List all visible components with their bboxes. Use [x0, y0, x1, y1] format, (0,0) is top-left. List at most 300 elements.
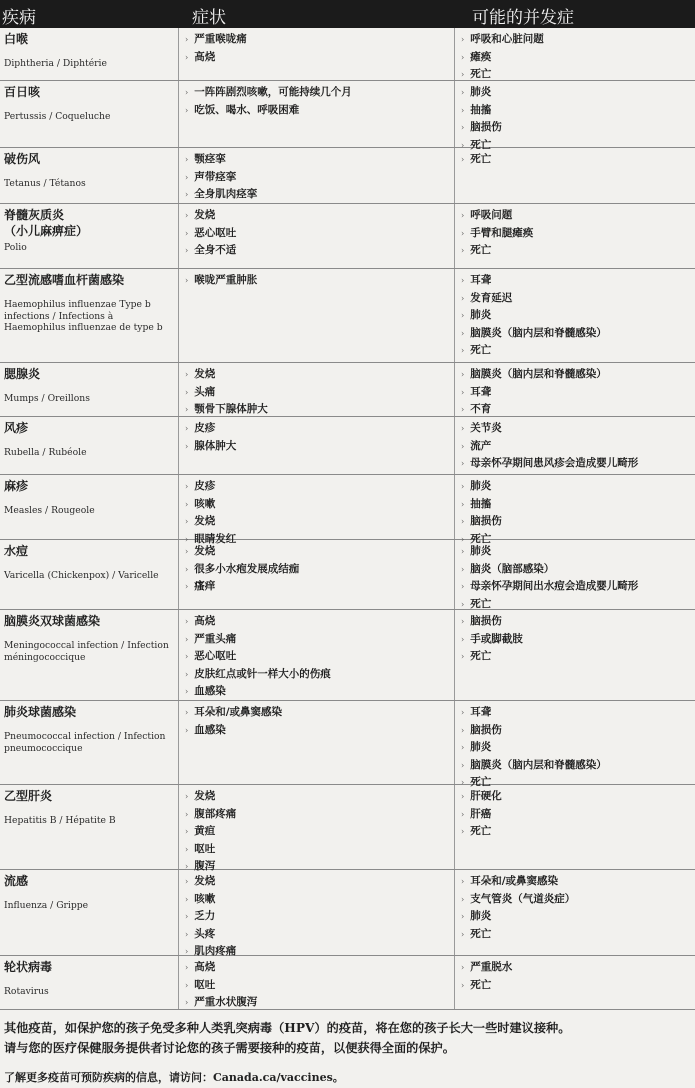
bullet-chevron-icon: › [185, 687, 189, 697]
list-item-text: 声带痉挛 [194, 170, 237, 183]
bullet-chevron-icon: › [185, 424, 189, 433]
bullet-chevron-icon: › [461, 980, 465, 990]
bullet-chevron-icon: › [461, 88, 465, 97]
bullet-chevron-icon: › [461, 792, 465, 801]
symptoms-cell [178, 540, 454, 609]
bullet-chevron-icon: › [461, 634, 465, 644]
table-row [0, 956, 695, 1010]
table-row [0, 363, 695, 417]
list-item [461, 84, 691, 102]
bullet-chevron-icon: › [461, 276, 465, 285]
bullet-chevron-icon: › [185, 370, 189, 379]
list-item-text: 喉咙严重肿胀 [194, 274, 258, 286]
list-item [185, 102, 450, 120]
table-row [0, 417, 695, 475]
bullet-chevron-icon: › [185, 809, 189, 819]
bullet-chevron-icon: › [461, 155, 465, 164]
list-item-text: 颚痉挛 [194, 153, 226, 165]
list-item-text: 一阵阵剧烈咳嗽，可能持续几个月 [194, 86, 352, 98]
bullet-chevron-icon: › [185, 652, 189, 662]
bullet-chevron-icon: › [185, 844, 189, 854]
list-item [461, 977, 691, 995]
list-item [185, 543, 450, 561]
table-row [0, 81, 695, 151]
bullet-chevron-icon: › [461, 459, 465, 469]
list-item-text: 腹部疼痛 [194, 807, 237, 820]
list-item [461, 478, 691, 496]
list-item-text: 肺炎 [470, 86, 492, 98]
list-item-text: 耳朵和/或鼻窦感染 [194, 706, 283, 718]
list-item [461, 325, 691, 343]
bullet-chevron-icon: › [185, 517, 189, 527]
table-row [0, 701, 695, 789]
list-item-text: 发烧 [194, 368, 216, 380]
disease-cell [0, 870, 178, 955]
list-item-text: 头痛 [194, 385, 216, 398]
bullet-chevron-icon: › [461, 499, 465, 509]
disease-name-zh: 脑膜炎双球菌感染 [4, 614, 101, 628]
list-item-text: 关节炎 [470, 422, 502, 434]
list-item-text: 死亡 [470, 244, 492, 257]
list-item [461, 119, 691, 137]
list-item [185, 384, 450, 402]
list-item [461, 806, 691, 824]
bullet-chevron-icon: › [185, 35, 189, 44]
bullet-chevron-icon: › [185, 708, 189, 717]
bullet-chevron-icon: › [185, 564, 189, 574]
disease-name-zh: 百日咳 [4, 85, 41, 99]
list-item-text: 头疼 [194, 927, 216, 940]
bullet-chevron-icon: › [461, 482, 465, 491]
list-item-text: 手或脚截肢 [470, 632, 523, 645]
list-item-text: 咳嗽 [194, 892, 216, 905]
list-item [185, 366, 450, 384]
bullet-chevron-icon: › [185, 276, 189, 285]
list-item-text: 发烧 [194, 515, 216, 528]
table-row [0, 540, 695, 610]
complications-cell [454, 610, 695, 700]
disease-name-zh: 水痘 [4, 544, 29, 558]
disease-name-zh: 风疹 [4, 421, 29, 435]
bullet-chevron-icon: › [461, 708, 465, 717]
bullet-chevron-icon: › [461, 424, 465, 433]
complications-cell [454, 148, 695, 203]
complications-cell [454, 956, 695, 1009]
disease-name-zh: 麻疹 [4, 479, 29, 493]
list-item-text: 瘫痪 [470, 50, 492, 63]
disease-name-en: Pertussis / Coqueluche [4, 111, 111, 122]
list-item [185, 438, 450, 456]
complications-cell [454, 28, 695, 80]
disease-name-en: Mumps / Oreillons [4, 393, 90, 404]
list-item-text: 腹泻 [194, 860, 216, 873]
complications-cell [454, 204, 695, 268]
learn-more-text: 了解更多疫苗可预防疾病的信息，请访问： [4, 1071, 213, 1084]
list-item [461, 513, 691, 531]
list-item-text: 眼睛发红 [194, 532, 237, 545]
disease-name-en: Rubella / Rubéole [4, 447, 87, 458]
list-item-text: 抽搐 [470, 497, 492, 510]
disease-cell [0, 417, 178, 474]
bullet-chevron-icon: › [185, 482, 189, 491]
list-item-text: 乏力 [194, 910, 216, 923]
list-item [461, 543, 691, 561]
list-item [461, 384, 691, 402]
bullet-chevron-icon: › [185, 246, 189, 256]
symptoms-cell [178, 870, 454, 958]
vaccines-link[interactable]: Canada.ca/vaccines [213, 1071, 333, 1084]
list-item [461, 757, 691, 775]
bullet-chevron-icon: › [461, 564, 465, 574]
list-item [461, 455, 691, 473]
list-item [461, 242, 691, 260]
disease-name-en: Diphtheria / Diphtérie [4, 58, 107, 69]
symptoms-cell [178, 148, 454, 203]
list-item [461, 908, 691, 926]
symptoms-cell [178, 363, 454, 416]
list-item-text: 死亡 [470, 927, 492, 940]
list-item-text: 脑膜炎（脑内层和脊髓感染） [470, 326, 607, 339]
bullet-chevron-icon: › [461, 228, 465, 238]
disease-name-en: Rotavirus [4, 986, 49, 997]
complications-cell [454, 417, 695, 474]
list-item-text: 腺体肿大 [194, 439, 237, 452]
symptoms-cell [178, 204, 454, 268]
bullet-chevron-icon: › [185, 534, 189, 544]
learn-more-end: 。 [332, 1071, 344, 1084]
list-item-text: 死亡 [470, 153, 492, 165]
list-item [461, 307, 691, 325]
list-item [185, 186, 450, 204]
list-item [461, 225, 691, 243]
list-item [461, 722, 691, 740]
complications-cell [454, 81, 695, 151]
bullet-chevron-icon: › [461, 246, 465, 256]
disease-name-zh: 肺炎球菌感染 [4, 705, 77, 719]
table-row [0, 610, 695, 701]
bullet-chevron-icon: › [185, 105, 189, 115]
list-item [461, 342, 691, 360]
list-item-text: 肺炎 [470, 910, 492, 923]
list-item [461, 272, 691, 290]
bullet-chevron-icon: › [185, 792, 189, 801]
list-item [461, 366, 691, 384]
header-complications: 可能的并发症 [472, 8, 574, 28]
disease-name-en: Varicella (Chickenpox) / Varicelle [4, 570, 159, 581]
list-item-text: 血感染 [194, 723, 226, 736]
disease-name-zh: 脊髓灰质炎 （小儿麻痹症） [4, 208, 89, 238]
list-item-text: 吃饭、喝水、呼吸困难 [194, 103, 300, 116]
list-item [185, 823, 450, 841]
bullet-chevron-icon: › [185, 634, 189, 644]
bullet-chevron-icon: › [461, 123, 465, 133]
bullet-chevron-icon: › [461, 370, 465, 379]
disease-name-en: Haemophilus influenzae Type b infections / Infections à Haemophilus influenzae de type b [4, 299, 163, 333]
list-item-text: 严重水状腹泻 [194, 996, 258, 1009]
symptoms-cell [178, 269, 454, 362]
list-item-text: 脑膜炎（脑内层和脊髓感染） [470, 758, 607, 771]
disease-cell [0, 363, 178, 416]
list-item [185, 648, 450, 666]
complications-cell [454, 701, 695, 789]
list-item-text: 发烧 [194, 875, 216, 887]
list-item [185, 578, 450, 596]
disease-name-zh: 腮腺炎 [4, 367, 41, 381]
list-item-text: 脑损伤 [470, 121, 502, 134]
list-item [461, 102, 691, 120]
bullet-chevron-icon: › [461, 912, 465, 922]
list-item-text: 颚骨下腺体肿大 [194, 403, 268, 416]
symptoms-cell [178, 28, 454, 80]
disease-cell [0, 701, 178, 784]
list-item [185, 806, 450, 824]
bullet-chevron-icon: › [461, 441, 465, 451]
list-item-text: 手臂和腿瘫痪 [470, 226, 534, 239]
table-row [0, 269, 695, 363]
list-item [185, 513, 450, 531]
list-item [461, 151, 691, 169]
bullet-chevron-icon: › [461, 346, 465, 356]
bullet-chevron-icon: › [461, 35, 465, 44]
complications-cell [454, 363, 695, 416]
bullet-chevron-icon: › [185, 387, 189, 397]
list-item-text: 全身肌肉痉挛 [194, 188, 258, 201]
list-item [461, 207, 691, 225]
list-item-text: 呼吸问题 [470, 209, 513, 221]
list-item [461, 290, 691, 308]
bullet-chevron-icon: › [185, 980, 189, 990]
list-item [185, 420, 450, 438]
bullet-chevron-icon: › [185, 190, 189, 200]
list-item-text: 高烧 [194, 961, 216, 973]
bullet-chevron-icon: › [185, 172, 189, 182]
list-item-text: 肺炎 [470, 309, 492, 322]
list-item [185, 225, 450, 243]
list-item [461, 788, 691, 806]
bullet-chevron-icon: › [461, 963, 465, 972]
list-item-text: 发烧 [194, 545, 216, 557]
list-item [185, 683, 450, 701]
list-item-text: 呼吸和心脏问题 [470, 33, 544, 45]
footer-learn-more [4, 1068, 692, 1088]
list-item-text: 发烧 [194, 209, 216, 221]
header-symptoms: 症状 [192, 8, 226, 28]
list-item-text: 肺炎 [470, 741, 492, 754]
list-item-text: 死亡 [470, 532, 492, 545]
disease-cell [0, 269, 178, 362]
disease-cell [0, 956, 178, 1009]
bullet-chevron-icon: › [461, 140, 465, 150]
list-item [461, 631, 691, 649]
list-item-text: 脑损伤 [470, 723, 502, 736]
bullet-chevron-icon: › [185, 228, 189, 238]
list-item [185, 908, 450, 926]
complications-cell [454, 540, 695, 609]
list-item [185, 631, 450, 649]
list-item [461, 496, 691, 514]
list-item [185, 207, 450, 225]
list-item [185, 478, 450, 496]
list-item-text: 死亡 [470, 68, 492, 81]
bullet-chevron-icon: › [461, 517, 465, 527]
complications-cell [454, 870, 695, 955]
footer [4, 1018, 692, 1088]
complications-cell [454, 785, 695, 869]
symptoms-cell [178, 475, 454, 545]
list-item-text: 皮肤红点或针一样大小的伤痕 [194, 667, 331, 680]
list-item-text: 母亲怀孕期间患风疹会造成婴儿畸形 [470, 457, 639, 470]
disease-name-en: Influenza / Grippe [4, 900, 89, 911]
bullet-chevron-icon: › [461, 534, 465, 544]
table-row [0, 870, 695, 956]
list-item-text: 耳聋 [470, 706, 492, 718]
list-item [461, 49, 691, 67]
bullet-chevron-icon: › [461, 725, 465, 735]
list-item [185, 959, 450, 977]
table-row [0, 785, 695, 873]
disease-name-zh: 流感 [4, 874, 29, 888]
bullet-chevron-icon: › [461, 582, 465, 592]
bullet-chevron-icon: › [461, 105, 465, 115]
disease-cell [0, 148, 178, 203]
list-item [185, 873, 450, 891]
list-item [185, 242, 450, 260]
bullet-chevron-icon: › [185, 405, 189, 415]
list-item [185, 496, 450, 514]
list-item-text: 肺炎 [470, 480, 492, 492]
list-item-text: 肝硬化 [470, 790, 502, 802]
list-item-text: 流产 [470, 439, 492, 452]
list-item-text: 脑损伤 [470, 615, 502, 627]
disease-cell [0, 785, 178, 869]
bullet-chevron-icon: › [461, 70, 465, 80]
bullet-chevron-icon: › [461, 929, 465, 939]
symptoms-cell [178, 701, 454, 784]
list-item-text: 不育 [470, 403, 492, 416]
bullet-chevron-icon: › [185, 827, 189, 837]
disease-table [0, 28, 695, 1010]
list-item-text: 耳朵和/或鼻窦感染 [470, 875, 559, 887]
list-item-text: 肝癌 [470, 807, 492, 820]
bullet-chevron-icon: › [185, 547, 189, 556]
bullet-chevron-icon: › [461, 211, 465, 220]
complications-cell [454, 269, 695, 362]
table-row [0, 28, 695, 81]
list-item-text: 发烧 [194, 790, 216, 802]
disease-cell [0, 28, 178, 80]
list-item [185, 977, 450, 995]
list-item-text: 发育延迟 [470, 291, 513, 304]
list-item-text: 黄疸 [194, 825, 216, 838]
list-item [461, 561, 691, 579]
list-item [185, 994, 450, 1012]
bullet-chevron-icon: › [461, 328, 465, 338]
list-item-text: 死亡 [470, 650, 492, 663]
list-item-text: 死亡 [470, 597, 492, 610]
table-row [0, 475, 695, 545]
bullet-chevron-icon: › [185, 617, 189, 626]
list-item-text: 恶心呕吐 [194, 226, 237, 239]
bullet-chevron-icon: › [185, 912, 189, 922]
bullet-chevron-icon: › [461, 743, 465, 753]
disease-name-zh: 轮状病毒 [4, 960, 53, 974]
list-item [185, 151, 450, 169]
bullet-chevron-icon: › [461, 652, 465, 662]
list-item-text: 死亡 [470, 776, 492, 789]
list-item-text: 全身不适 [194, 244, 237, 257]
list-item-text: 高烧 [194, 50, 216, 63]
list-item [185, 722, 450, 740]
disease-cell [0, 204, 178, 268]
bullet-chevron-icon: › [185, 894, 189, 904]
disease-name-zh: 乙型流感嗜血杆菌感染 [4, 273, 125, 287]
bullet-chevron-icon: › [185, 998, 189, 1008]
list-item [461, 578, 691, 596]
list-item [461, 873, 691, 891]
list-item-text: 脑膜炎（脑内层和脊髓感染） [470, 368, 607, 380]
bullet-chevron-icon: › [185, 929, 189, 939]
bullet-chevron-icon: › [461, 827, 465, 837]
list-item [185, 841, 450, 859]
list-item-text: 抽搐 [470, 103, 492, 116]
list-item [185, 272, 450, 290]
symptoms-cell [178, 610, 454, 700]
list-item-text: 瘙痒 [194, 580, 216, 593]
list-item-text: 支气管炎（气道炎症） [470, 892, 576, 905]
bullet-chevron-icon: › [185, 441, 189, 451]
bullet-chevron-icon: › [461, 778, 465, 788]
list-item [185, 891, 450, 909]
list-item-text: 母亲怀孕期间出水痘会造成婴儿畸形 [470, 580, 639, 593]
list-item-text: 呕吐 [194, 842, 216, 855]
list-item [185, 613, 450, 631]
disease-name-zh: 白喉 [4, 32, 29, 46]
bullet-chevron-icon: › [461, 894, 465, 904]
symptoms-cell [178, 417, 454, 474]
bullet-chevron-icon: › [185, 725, 189, 735]
disease-name-en: Tetanus / Tétanos [4, 178, 86, 189]
list-item [185, 788, 450, 806]
list-item [461, 891, 691, 909]
list-item [461, 438, 691, 456]
list-item-text: 皮疹 [194, 480, 216, 492]
disease-name-en: Measles / Rougeole [4, 505, 95, 516]
symptoms-cell [178, 956, 454, 1009]
list-item-text: 呕吐 [194, 978, 216, 991]
list-item-text: 死亡 [470, 138, 492, 151]
bullet-chevron-icon: › [185, 499, 189, 509]
disease-name-en: Polio [4, 242, 27, 253]
disease-cell [0, 540, 178, 609]
bullet-chevron-icon: › [461, 760, 465, 770]
bullet-chevron-icon: › [461, 52, 465, 62]
list-item-text: 耳聋 [470, 385, 492, 398]
bullet-chevron-icon: › [185, 88, 189, 97]
list-item-text: 血感染 [194, 685, 226, 698]
bullet-chevron-icon: › [461, 405, 465, 415]
table-header [0, 0, 695, 28]
list-item [461, 739, 691, 757]
list-item-text: 脑炎（脑部感染） [470, 562, 555, 575]
footer-note-provider: 请与您的医疗保健服务提供者讨论您的孩子需要接种的疫苗，以便获得全面的保护。 [4, 1041, 455, 1055]
disease-name-en: Pneumococcal infection / Infection pneumococcique [4, 731, 166, 754]
bullet-chevron-icon: › [461, 311, 465, 321]
list-item [461, 420, 691, 438]
list-item [185, 31, 450, 49]
header-disease: 疾病 [2, 8, 36, 28]
list-item [461, 613, 691, 631]
bullet-chevron-icon: › [185, 947, 189, 957]
